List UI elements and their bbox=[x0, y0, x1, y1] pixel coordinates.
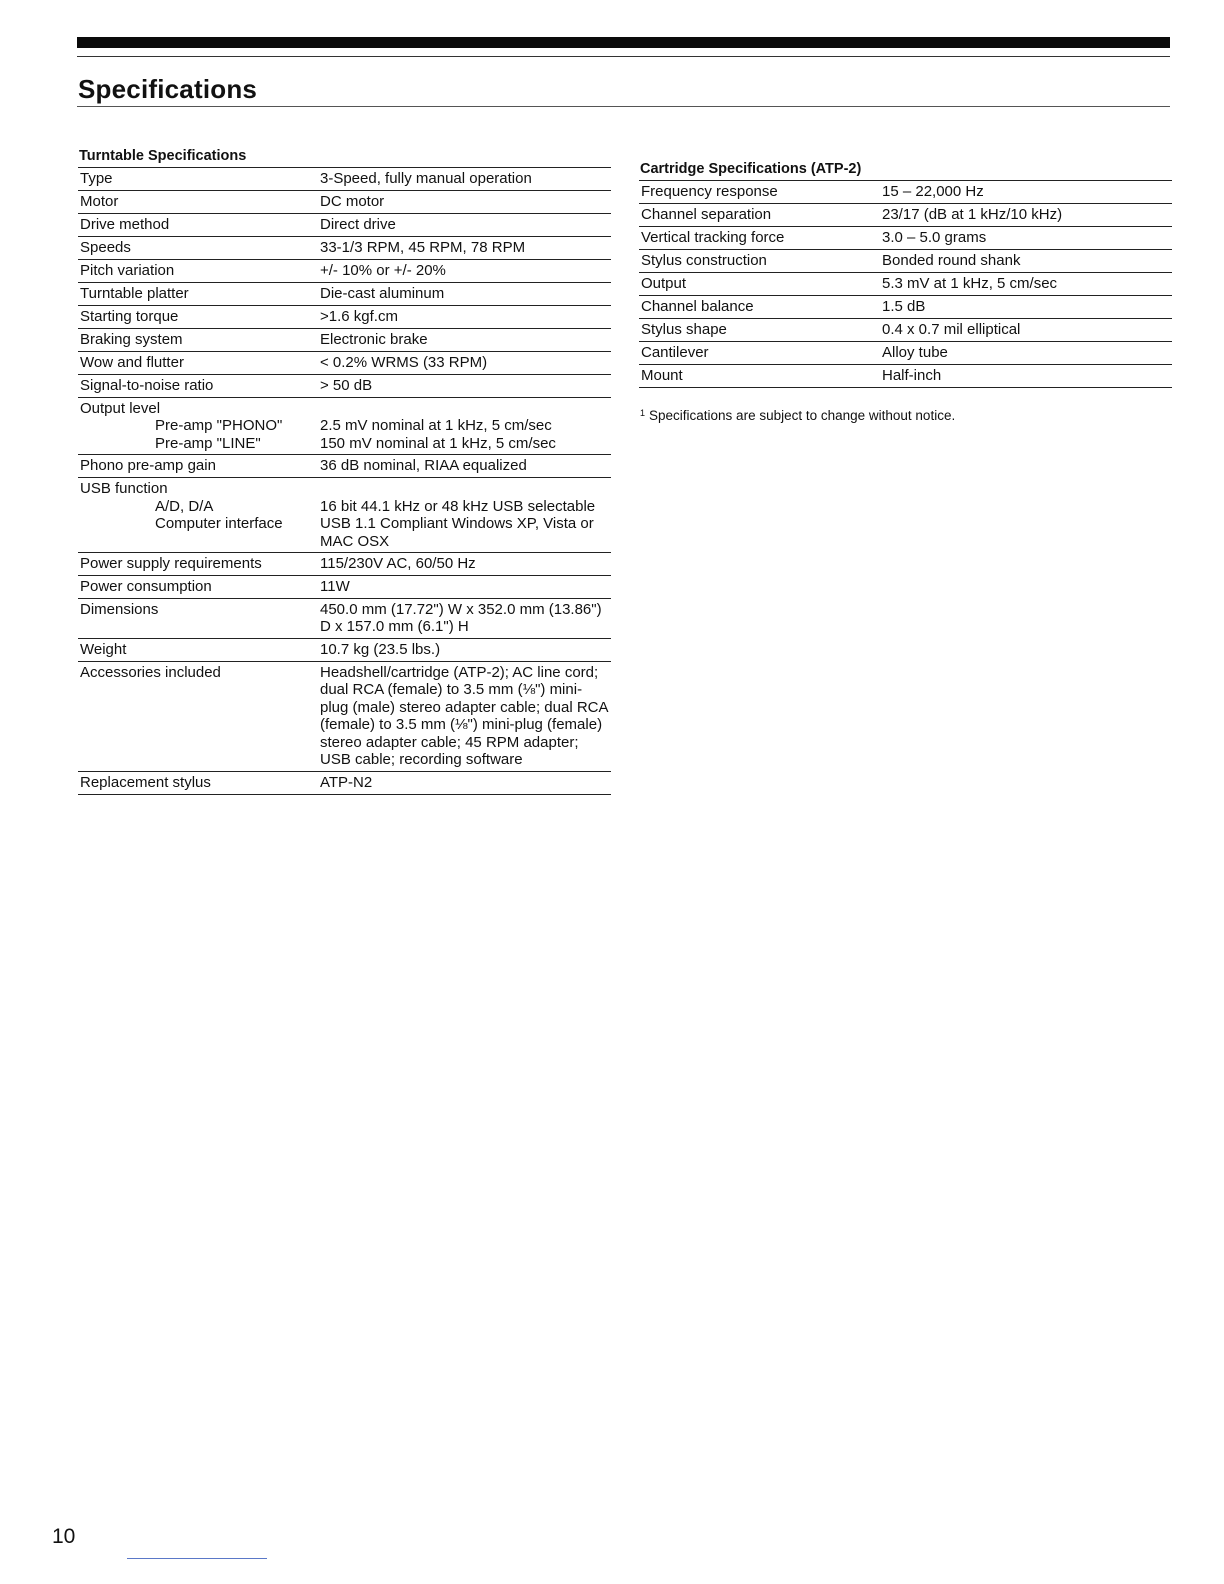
cartridge-specs-section bbox=[639, 161, 1172, 388]
spec-label: Stylus shape bbox=[639, 318, 880, 341]
spec-label: Signal-to-noise ratio bbox=[78, 374, 318, 397]
table-row bbox=[78, 213, 611, 236]
spec-label: Power consumption bbox=[78, 575, 318, 598]
spec-value: USB 1.1 Compliant Windows XP, Vista or MAC OSX bbox=[320, 515, 594, 550]
table-row-usb-function bbox=[78, 478, 611, 553]
spec-label: Drive method bbox=[78, 213, 318, 236]
spec-value: 150 mV nominal at 1 kHz, 5 cm/sec bbox=[320, 434, 556, 452]
spec-label: Replacement stylus bbox=[78, 771, 318, 794]
spec-value: 3-Speed, fully manual operation bbox=[318, 167, 611, 190]
table-row-output-level bbox=[78, 397, 611, 455]
table-row bbox=[78, 638, 611, 661]
spec-label: Type bbox=[78, 167, 318, 190]
table-row bbox=[78, 236, 611, 259]
spec-label: Vertical tracking force bbox=[639, 226, 880, 249]
spec-label: Braking system bbox=[78, 328, 318, 351]
table-row bbox=[78, 282, 611, 305]
table-row bbox=[639, 295, 1172, 318]
table-row bbox=[78, 190, 611, 213]
spec-value: Die-cast aluminum bbox=[318, 282, 611, 305]
spec-label: Motor bbox=[78, 190, 318, 213]
spec-value: 11W bbox=[318, 575, 611, 598]
spec-value: 115/230V AC, 60/50 Hz bbox=[318, 553, 611, 576]
spec-value: < 0.2% WRMS (33 RPM) bbox=[318, 351, 611, 374]
spec-value: >1.6 kgf.cm bbox=[318, 305, 611, 328]
spec-value: ATP-N2 bbox=[318, 771, 611, 794]
spec-sublabel: Pre-amp "LINE" bbox=[155, 434, 261, 452]
table-row bbox=[78, 598, 611, 638]
table-row bbox=[639, 226, 1172, 249]
footer-rule bbox=[127, 1558, 267, 1559]
spec-label: Dimensions bbox=[78, 598, 318, 638]
table-row bbox=[639, 180, 1172, 203]
table-row bbox=[78, 771, 611, 794]
spec-sublabel: A/D, D/A bbox=[155, 497, 214, 515]
spec-label: Wow and flutter bbox=[78, 351, 318, 374]
spec-value: > 50 dB bbox=[318, 374, 611, 397]
spec-value: +/- 10% or +/- 20% bbox=[318, 259, 611, 282]
table-row bbox=[78, 374, 611, 397]
spec-label: Power supply requirements bbox=[78, 553, 318, 576]
spec-value: Direct drive bbox=[318, 213, 611, 236]
spec-value: 0.4 x 0.7 mil elliptical bbox=[880, 318, 1172, 341]
spec-value: 23/17 (dB at 1 kHz/10 kHz) bbox=[880, 203, 1172, 226]
spec-value: 10.7 kg (23.5 lbs.) bbox=[318, 638, 611, 661]
footnote bbox=[640, 408, 955, 423]
spec-value: 16 bit 44.1 kHz or 48 kHz USB selectable bbox=[320, 497, 596, 515]
table-row bbox=[78, 553, 611, 576]
table-row bbox=[639, 318, 1172, 341]
spec-value: 36 dB nominal, RIAA equalized bbox=[318, 455, 611, 478]
table-row bbox=[639, 341, 1172, 364]
header-bar bbox=[77, 37, 1170, 48]
table-row bbox=[78, 305, 611, 328]
table-row bbox=[78, 259, 611, 282]
spec-value: Alloy tube bbox=[880, 341, 1172, 364]
spec-value: Headshell/cartridge (ATP-2); AC line cord; dual RCA (female) to 3.5 mm (⅛") mini-plug (male) stereo adapter cable; dual RCA (female) to 3.5 mm (⅛") mini-plug (female) stereo adapter cable; 45 RPM adapter; USB cable; recording software bbox=[318, 661, 611, 771]
footnote-mark: 1 bbox=[640, 408, 646, 418]
table-row bbox=[78, 575, 611, 598]
spec-value: Half-inch bbox=[880, 364, 1172, 387]
table-row bbox=[78, 351, 611, 374]
table-row bbox=[78, 455, 611, 478]
spec-label: Cantilever bbox=[639, 341, 880, 364]
turntable-specs-table bbox=[78, 167, 611, 795]
spec-label: Channel separation bbox=[639, 203, 880, 226]
header-rule bbox=[77, 56, 1170, 57]
spec-value: 3.0 – 5.0 grams bbox=[880, 226, 1172, 249]
spec-value: 2.5 mV nominal at 1 kHz, 5 cm/sec bbox=[320, 417, 552, 434]
title-rule bbox=[77, 106, 1170, 107]
spec-label: Stylus construction bbox=[639, 249, 880, 272]
spec-sublabel: Computer interface bbox=[155, 515, 283, 532]
footnote-text: Specifications are subject to change without notice. bbox=[649, 408, 956, 423]
spec-value: 1.5 dB bbox=[880, 295, 1172, 318]
spec-value: 450.0 mm (17.72") W x 352.0 mm (13.86") D x 157.0 mm (6.1") H bbox=[318, 598, 611, 638]
spec-label: Accessories included bbox=[78, 661, 318, 771]
table-row bbox=[78, 167, 611, 190]
spec-label: Mount bbox=[639, 364, 880, 387]
table-row bbox=[639, 272, 1172, 295]
spec-value: 15 – 22,000 Hz bbox=[880, 180, 1172, 203]
spec-label: Output bbox=[639, 272, 880, 295]
cartridge-specs-heading: Cartridge Specifications (ATP-2) bbox=[640, 161, 862, 177]
spec-label: Starting torque bbox=[78, 305, 318, 328]
spec-value: DC motor bbox=[318, 190, 611, 213]
table-row bbox=[639, 203, 1172, 226]
table-row bbox=[639, 249, 1172, 272]
spec-label: Frequency response bbox=[639, 180, 880, 203]
spec-value: Electronic brake bbox=[318, 328, 611, 351]
spec-label: Weight bbox=[78, 638, 318, 661]
table-row bbox=[78, 328, 611, 351]
spec-label: Pitch variation bbox=[78, 259, 318, 282]
spec-label: Phono pre-amp gain bbox=[78, 455, 318, 478]
page-number: 10 bbox=[52, 1525, 76, 1548]
turntable-specs-heading: Turntable Specifications bbox=[79, 148, 247, 164]
spec-label: Turntable platter bbox=[78, 282, 318, 305]
table-row bbox=[78, 661, 611, 771]
cartridge-specs-table bbox=[639, 180, 1172, 388]
spec-label: USB function bbox=[80, 480, 168, 497]
table-row bbox=[639, 364, 1172, 387]
turntable-specs-section bbox=[78, 148, 611, 795]
spec-label: Speeds bbox=[78, 236, 318, 259]
spec-value: 33-1/3 RPM, 45 RPM, 78 RPM bbox=[318, 236, 611, 259]
spec-value: Bonded round shank bbox=[880, 249, 1172, 272]
spec-label: Output level bbox=[80, 399, 161, 417]
page-title: Specifications bbox=[78, 74, 258, 104]
spec-sublabel: Pre-amp "PHONO" bbox=[155, 417, 283, 434]
spec-value: 5.3 mV at 1 kHz, 5 cm/sec bbox=[880, 272, 1172, 295]
spec-label: Channel balance bbox=[639, 295, 880, 318]
